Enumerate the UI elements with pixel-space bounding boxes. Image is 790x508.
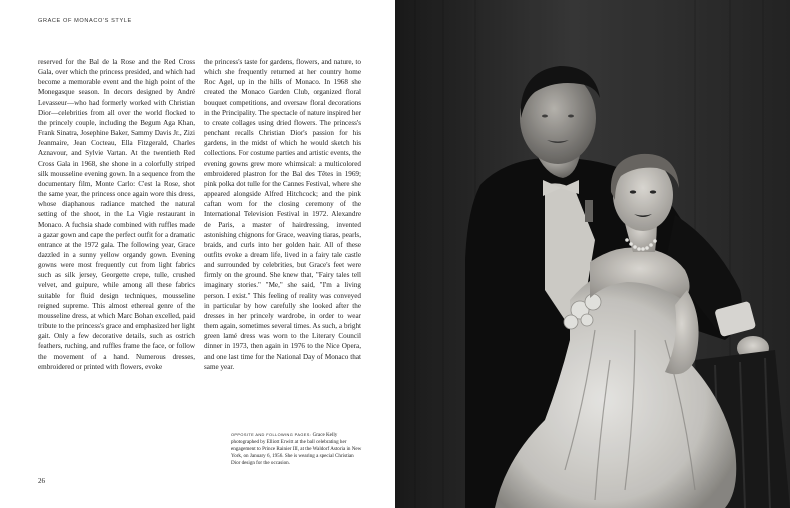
couple-photograph [395,0,790,508]
page-number: 26 [38,477,45,485]
running-header: GRACE OF MONACO'S STYLE [38,18,132,24]
caption-lead: OPPOSITE AND FOLLOWING PAGES: [231,432,312,437]
right-page-photo [395,0,790,508]
text-column-1 [38,57,195,372]
body-paragraph-1: reserved for the Bal de la Rose and the Red Cross Gala, over which the princess presided, and which had become a memorable event and the high point of the Monegasque season. In decors designed by André Levasseur—who had formerly worked with Christian Dior—celebrities from all over the world flocked to the princely couple, including the Begum Aga Khan, Frank Sinatra, Josephine Baker, Sammy Davis Jr., Zizi Jeanmaire, Jean Cocteau, Ella Fitzgerald, Charles Aznavour, and Sylvie Vartan. At the twentieth Red Cross Gala in 1968, she shone in a colorfully striped silk mousseline evening gown. In a sequence from the documentary film, Monte Carlo: C'est la Rose, shot the same year, the princess once again wore this dress, whose diaphanous radiance matched the natural setting of the shoot, in the La Vigie restaurant in Monaco. A fuchsia shade combined with ruffles made a gazar gown and cape the perfect outfit for a dramatic entrance at the 1972 gala. The following year, Grace dazzled in a sunny yellow organdy gown. Evening gowns were most frequently cut from light fabrics such as silk jersey, Georgette crepe, tulle, crushed velvet, and guipure, while among all these fabrics suitable for fluid design techniques, mousseline reigned supreme. This almost ethereal genre of the mousseline dress, at which Marc Bohan excelled, paid tribute to the princess's grace and emphasized her light gait. Only a few decorative details, such as ostrich feathers, ruching, and ruffles frame the face, or follow the movement of a hand. Numerous dresses, embroidered or printed with flowers, evoke [38,58,195,371]
body-paragraph-2: the princess's taste for gardens, flowers, and nature, to which she frequently returned at her country home Roc Agel, up in the hills of Monaco. In 1968 she created the Monaco Garden Club, organized floral bouquet competitions, and oversaw floral decorations in the Principality. The spectacle of nature inspired her to create collages using dried flowers. The princess's penchant recalls Christian Dior's passion for his gardens, in the midst of which he would sketch his collections. For costume parties and artistic events, the evening gowns grew more whimsical: a multicolored embroidered plastron for the Bal des Têtes in 1969; pink polka dot tulle for the Cannes Festival, where she appeared alongside Alfred Hitchcock; and the pink caftan worn for the closing ceremony of the International Television Festival in 1972. Alexandre de Paris, a master of hairdressing, invented astonishing chignons for Grace, weaving tiaras, pearls, braids, and curls into her golden hair. All of these outfits evoke a dream life, lived in a fairy tale castle and surrounded by celebrities, but Grace's feet were firmly on the ground. She knew that, "Fairy tales tell imaginary stories." "Me," she said, "I'm a living person. I exist." This feeling of reality was conveyed in particular by how carefully she looked after the dresses in her princely wardrobe, in order to wear them again, sometimes several times. As such, a bright green lamé dress was worn to the Literary Council dinner in 1973, then again in 1976 to the Nice Opera, and one last time for the National Day of Monaco that same year. [204,58,361,371]
text-column-2 [204,57,361,372]
photo-caption [231,431,362,467]
caption-text: Grace Kelly photographed by Elliott Erwitt at the ball celebrating her engagement to Prince Rainier III, at the Waldorf Astoria in New York, on January 6, 1956. She is wearing a special Christian Dior design for the occasion. [231,432,362,467]
